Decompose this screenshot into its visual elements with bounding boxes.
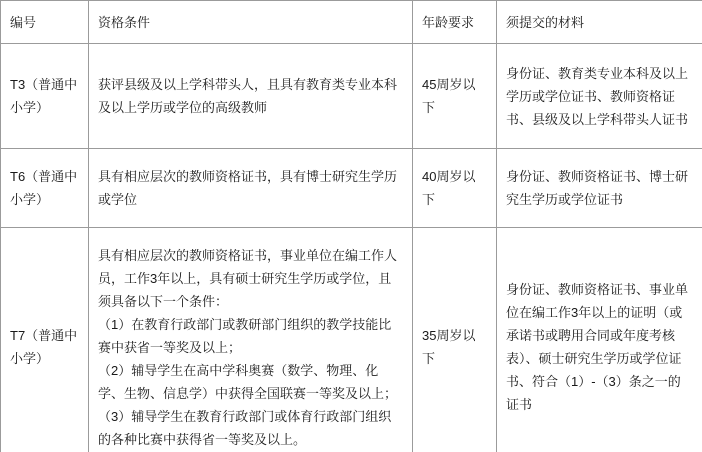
column-header-code: 编号 — [1, 1, 89, 44]
column-header-age: 年龄要求 — [413, 1, 497, 44]
cell-age: 45周岁以下 — [413, 44, 497, 149]
condition-line: （2）辅导学生在高中学科奥赛（数学、物理、化学、生物、信息学）中获得全国联赛一等奖及以上； — [98, 362, 398, 401]
condition-line: 具有相应层次的教师资格证书，事业单位在编工作人员，工作3年以上，具有硕士研究生学历或学位，且须具备以下一个条件： — [98, 247, 398, 309]
table-row — [1, 228, 702, 452]
table-header — [1, 1, 702, 44]
cell-age: 40周岁以下 — [413, 149, 497, 228]
cell-condition — [89, 228, 413, 452]
cell-code: T7（普通中小学） — [1, 228, 89, 452]
cell-materials: 身份证、教育类专业本科及以上学历或学位证书、教师资格证书、县级及以上学科带头人证书 — [497, 44, 702, 149]
cell-materials: 身份证、教师资格证书、事业单位在编工作3年以上的证明（或承诺书或聘用合同或年度考核表）、硕士研究生学历或学位证书、符合（1）-（3）条之一的证书 — [497, 228, 702, 452]
table-row — [1, 44, 702, 149]
cell-materials: 身份证、教师资格证书、博士研究生学历或学位证书 — [497, 149, 702, 228]
condition-line: （1）在教育行政部门或教研部门组织的教学技能比赛中获省一等奖及以上； — [98, 316, 392, 355]
column-header-condition: 资格条件 — [89, 1, 413, 44]
cell-condition: 具有相应层次的教师资格证书，具有博士研究生学历或学位 — [89, 149, 413, 228]
table-row — [1, 149, 702, 228]
condition-line: （3）辅导学生在教育行政部门或体育行政部门组织的各种比赛中获得省一等奖及以上。 — [98, 408, 392, 447]
cell-age: 35周岁以下 — [413, 228, 497, 452]
cell-condition: 获评县级及以上学科带头人，且具有教育类专业本科及以上学历或学位的高级教师 — [89, 44, 413, 149]
table-header-row — [1, 1, 702, 44]
table-body — [1, 44, 702, 452]
cell-code: T6（普通中小学） — [1, 149, 89, 228]
cell-code: T3（普通中小学） — [1, 44, 89, 149]
column-header-materials: 须提交的材料 — [497, 1, 702, 44]
